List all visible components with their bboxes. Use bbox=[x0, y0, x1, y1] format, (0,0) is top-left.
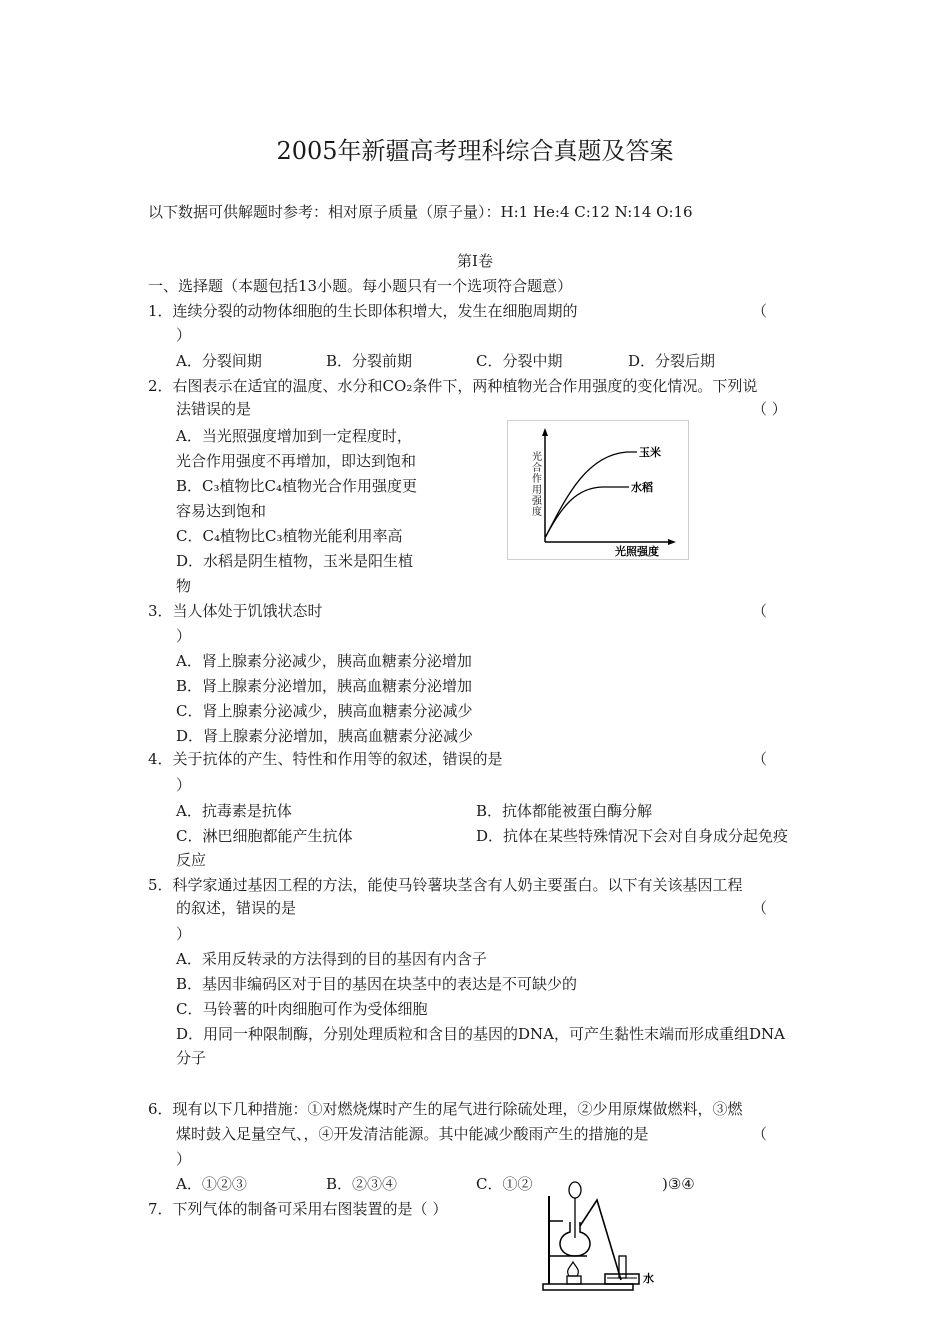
q6-answer-close: ） bbox=[176, 1150, 192, 1168]
y-label-char: 光 bbox=[532, 452, 542, 463]
q2-line-2: 光合作用强度不再增加，即达到饱和 bbox=[176, 452, 417, 470]
delivery-tube bbox=[580, 1200, 621, 1280]
q2-line-7: 物 bbox=[176, 577, 192, 595]
reference-note: 以下数据可供解题时参考：相对原子质量（原子量）：H:1 He:4 C:12 N:14 O:16 bbox=[148, 203, 693, 221]
q7-stem: 7．下列气体的制备可采用右图装置的是（ ） bbox=[148, 1200, 448, 1218]
gas-apparatus-diagram bbox=[535, 1176, 670, 1304]
q5-option-d-cont: 分子 bbox=[176, 1049, 207, 1067]
q6-option-c: C．①② bbox=[476, 1175, 533, 1193]
q2-line-1: A．当光照强度增加到一定程度时， bbox=[176, 427, 412, 445]
water-trough bbox=[605, 1274, 639, 1284]
q3-option-a: A．肾上腺素分泌减少，胰高血糖素分泌增加 bbox=[176, 652, 472, 670]
q6-stem: 6．现有以下几种措施：①对燃烧煤时产生的尾气进行除硫处理，②少用原煤做燃料，③燃 bbox=[148, 1100, 743, 1118]
q3-option-b: B．肾上腺素分泌增加，胰高血糖素分泌增加 bbox=[176, 677, 473, 695]
q4-option-c: C．淋巴细胞都能产生抗体 bbox=[176, 827, 353, 845]
q3-answer-close: ） bbox=[176, 627, 192, 645]
x-axis-label: 光照强度 bbox=[615, 545, 659, 558]
q2-line-3: B．C₃植物比C₄植物光合作用强度更 bbox=[176, 477, 418, 495]
q4-answer-open: （ bbox=[752, 750, 768, 768]
q1-answer-close: ） bbox=[176, 326, 192, 344]
q3-option-d: D．肾上腺素分泌增加，胰高血糖素分泌减少 bbox=[176, 727, 474, 745]
legend-rice: 水稻 bbox=[631, 481, 653, 494]
corn-curve bbox=[545, 452, 637, 538]
q2-stem: 2．右图表示在适宜的温度、水分和CO₂条件下，两种植物光合作用强度的变化情况。下列说 bbox=[148, 377, 758, 395]
stand-base bbox=[543, 1284, 633, 1290]
q5-stem: 5．科学家通过基因工程的方法，能使马铃薯块茎含有人奶主要蛋白。以下有关该基因工程 bbox=[148, 876, 743, 894]
q5-option-c: C．马铃薯的叶肉细胞可作为受体细胞 bbox=[176, 1000, 428, 1018]
funnel-bulb bbox=[569, 1182, 581, 1198]
q4-option-b: B．抗体都能被蛋白酶分解 bbox=[476, 802, 653, 820]
y-label-char: 用 bbox=[532, 485, 542, 496]
q5-option-a: A．采用反转录的方法得到的目的基因有内含子 bbox=[176, 950, 487, 968]
photosynthesis-chart bbox=[507, 420, 689, 560]
page-title: 2005年新疆高考理科综合真题及答案 bbox=[276, 137, 674, 165]
q1-option-c: C．分裂中期 bbox=[476, 352, 563, 370]
q4-stem: 4．关于抗体的产生、特性和作用等的叙述，错误的是 bbox=[148, 750, 503, 768]
q5-option-d: D．用同一种限制酶，分别处理质粒和含目的基因的DNA，可产生黏性末端而形成重组DNA bbox=[176, 1025, 785, 1043]
legend-corn: 玉米 bbox=[639, 446, 661, 459]
q1-option-b: B．分裂前期 bbox=[326, 352, 413, 370]
y-label-char: 合 bbox=[532, 463, 542, 474]
section-heading: 一、选择题（本题包括13小题。每小题只有一个选项符合题意） bbox=[148, 277, 573, 295]
q1-option-d: D．分裂后期 bbox=[628, 352, 716, 370]
y-label-char: 度 bbox=[532, 507, 542, 518]
q2-line-5: C．C₄植物比C₃植物光能利用率高 bbox=[176, 527, 403, 545]
y-label-char: 作 bbox=[532, 474, 542, 485]
burner bbox=[567, 1276, 581, 1284]
burner-flame bbox=[568, 1262, 579, 1276]
q4-option-d-cont: 反应 bbox=[176, 851, 207, 869]
q3-answer-open: （ bbox=[752, 602, 768, 620]
q2-line-4: 容易达到饱和 bbox=[176, 502, 267, 520]
q1-option-a: A．分裂间期 bbox=[176, 352, 262, 370]
volume-heading: 第Ⅰ卷 bbox=[457, 252, 493, 270]
q5-answer-close: ） bbox=[176, 925, 192, 943]
q6-option-d: )③④ bbox=[662, 1175, 695, 1193]
q4-answer-close: ） bbox=[176, 776, 192, 794]
q1-stem: 1．连续分裂的动物体细胞的生长即体积增大，发生在细胞周期的 bbox=[148, 302, 578, 320]
q2-stem-cont: 法错误的是 bbox=[176, 400, 252, 418]
q5-stem-cont: 的叙述，错误的是 bbox=[176, 899, 297, 917]
q4-option-d: D．抗体在某些特殊情况下会对自身成分起免疫 bbox=[476, 827, 789, 845]
y-label-char: 强 bbox=[532, 496, 542, 507]
q5-answer-open: （ bbox=[752, 899, 768, 917]
water-label: 水 bbox=[643, 1272, 654, 1285]
q3-option-c: C．肾上腺素分泌减少，胰高血糖素分泌减少 bbox=[176, 702, 473, 720]
y-axis-arrow bbox=[542, 428, 548, 436]
q2-line-6: D．水稻是阴生植物，玉米是阳生植 bbox=[176, 552, 414, 570]
q3-stem: 3．当人体处于饥饿状态时 bbox=[148, 602, 323, 620]
q1-answer-open: （ bbox=[752, 302, 768, 320]
q5-option-b: B．基因非编码区对于目的基因在块茎中的表达是不可缺少的 bbox=[176, 975, 578, 993]
q4-option-a: A．抗毒素是抗体 bbox=[176, 802, 292, 820]
q6-answer-open: （ bbox=[752, 1125, 768, 1143]
x-axis-arrow bbox=[668, 539, 676, 545]
q6-stem-cont: 煤时鼓入足量空气、，④开发清洁能源。其中能减少酸雨产生的措施的是 bbox=[176, 1125, 649, 1143]
q6-option-a: A．①②③ bbox=[176, 1175, 247, 1193]
q6-option-b: B．②③④ bbox=[326, 1175, 398, 1193]
q2-answer-paren: （ ） bbox=[752, 400, 787, 418]
